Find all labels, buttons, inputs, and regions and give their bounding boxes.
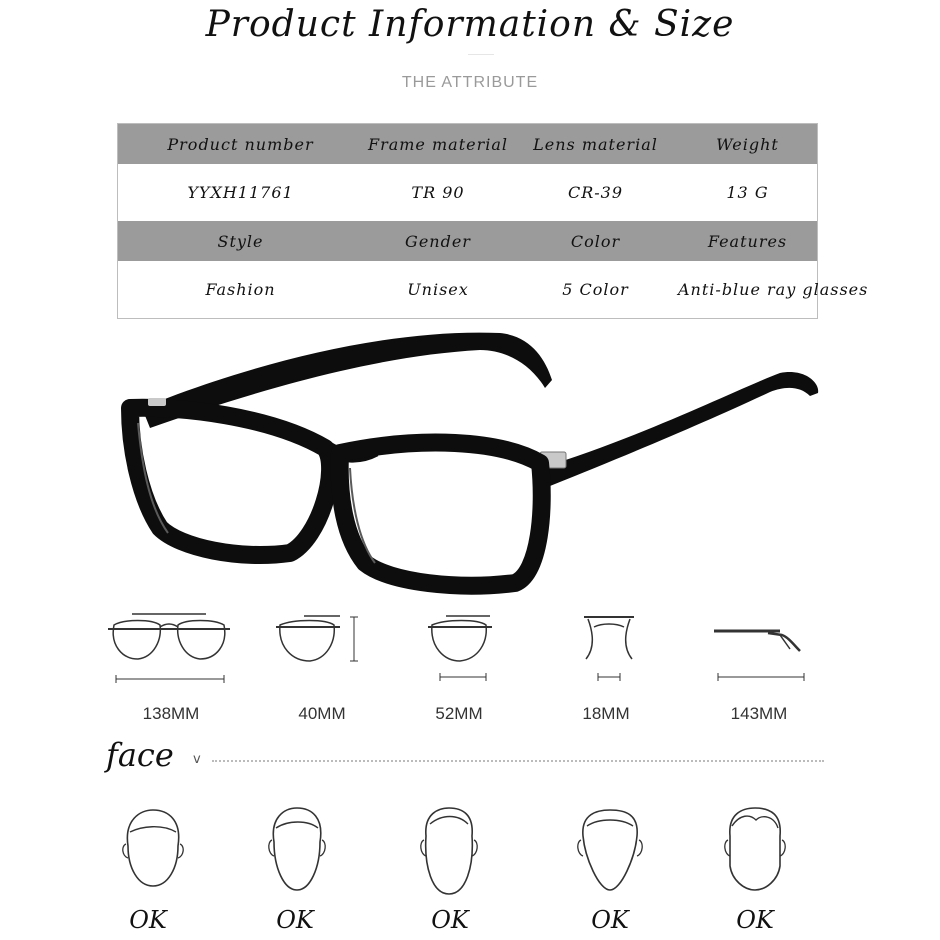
dimension-label: 138MM — [142, 704, 200, 723]
spec-cell: Features — [707, 231, 788, 251]
face-ok-label: OK — [736, 906, 774, 934]
dimension-label: 143MM — [730, 704, 788, 723]
spec-cell: YYXH11761 — [187, 183, 294, 202]
spec-table — [117, 123, 869, 319]
square-face-icon — [720, 806, 790, 896]
dimension-label: 40MM — [298, 704, 346, 723]
lens-width-icon — [424, 605, 504, 685]
spec-cell: Color — [570, 231, 621, 251]
spec-cell: Anti-blue ray glasses — [678, 280, 869, 299]
oval-face-icon — [262, 806, 332, 896]
dotted-divider — [212, 760, 824, 762]
heart-face-icon — [575, 806, 645, 896]
dimension-label: 18MM — [582, 704, 630, 723]
page-title: Product Information & Size — [205, 4, 735, 45]
bridge-width-icon — [580, 605, 640, 685]
spec-cell: TR 90 — [411, 183, 465, 202]
spec-cell: Gender — [405, 231, 471, 251]
section-subtitle: THE ATTRIBUTE — [401, 74, 539, 91]
chevron-down-icon: v — [193, 752, 201, 767]
spec-value-row — [118, 164, 817, 221]
spec-cell: Lens material — [533, 134, 658, 154]
face-ok-label: OK — [276, 906, 314, 934]
round-face-icon — [118, 806, 188, 896]
spec-cell: Product number — [167, 134, 314, 154]
spec-cell: Fashion — [205, 280, 276, 299]
spec-cell: Frame material — [367, 134, 509, 154]
face-ok-label: OK — [591, 906, 629, 934]
spec-cell: Style — [217, 231, 264, 251]
spec-value-row — [118, 261, 869, 318]
face-section-title: face — [106, 736, 174, 774]
title-divider — [468, 54, 494, 55]
spec-cell: Weight — [716, 134, 779, 154]
long-face-icon — [414, 806, 484, 898]
face-ok-label: OK — [129, 906, 167, 934]
spec-cell: 13 G — [726, 183, 769, 202]
dimension-label: 52MM — [435, 704, 483, 723]
face-ok-label: OK — [431, 906, 469, 934]
spec-header-row — [118, 221, 817, 261]
spec-cell: 5 Color — [562, 280, 629, 299]
spec-cell: CR-39 — [567, 183, 624, 202]
frame-width-icon — [104, 605, 234, 685]
spec-cell: Unisex — [407, 280, 469, 299]
lens-height-icon — [270, 605, 370, 685]
spec-header-row — [118, 124, 817, 164]
glasses-product-image — [120, 328, 820, 598]
temple-length-icon — [710, 605, 810, 685]
